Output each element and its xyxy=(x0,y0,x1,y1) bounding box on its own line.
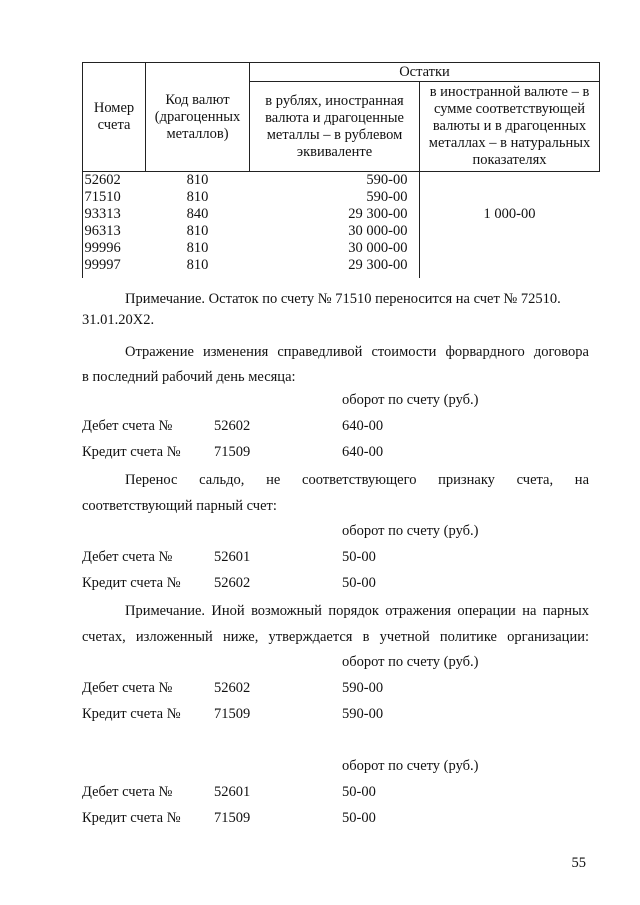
debit-entry-4 xyxy=(82,784,602,804)
debit-label: Дебет счета № xyxy=(82,680,173,696)
credit-account: 71509 xyxy=(214,810,251,826)
foreign-cell xyxy=(420,172,600,190)
credit-entry-1 xyxy=(82,444,602,464)
page-number: 55 xyxy=(571,855,586,871)
header-account: Номер счета xyxy=(83,63,146,172)
credit-account: 52602 xyxy=(214,575,251,591)
foreign-cell xyxy=(420,223,600,240)
credit-label: Кредит счета № xyxy=(82,706,181,722)
foreign-cell xyxy=(420,240,600,257)
balances-table xyxy=(82,62,600,274)
turnover-header-2 xyxy=(82,523,602,543)
credit-label: Кредит счета № xyxy=(82,444,181,460)
turnover-label: оборот по счету (руб.) xyxy=(342,758,479,774)
header-foreign-balance: в иностранной валюте – в сумме соответствующей валюты и в драгоценных металлах – в натуральных показателях xyxy=(420,82,600,172)
turnover-header-4 xyxy=(82,758,602,778)
code-cell: 810 xyxy=(186,223,209,239)
paragraph-fair-value: Отражение изменения справедливой стоимости форвардного договора xyxy=(125,344,589,360)
code-cell: 810 xyxy=(186,189,209,205)
paragraph-fair-value-cont: в последний рабочий день месяца: xyxy=(82,369,296,385)
debit-amount: 50-00 xyxy=(342,784,376,800)
entry-date: 31.01.20Х2. xyxy=(82,312,155,328)
credit-entry-4 xyxy=(82,810,602,830)
foreign-cell: 1 000-00 xyxy=(483,206,536,222)
turnover-label: оборот по счету (руб.) xyxy=(342,654,479,670)
credit-amount: 50-00 xyxy=(342,810,376,826)
turnover-label: оборот по счету (руб.) xyxy=(342,523,479,539)
paragraph-balance-transfer: Перенос сальдо, не соответствующего признаку счета, на xyxy=(125,472,589,488)
table-column-divider xyxy=(419,172,420,278)
debit-label: Дебет счета № xyxy=(82,784,173,800)
code-cell: 810 xyxy=(186,257,209,273)
turnover-header-1 xyxy=(82,392,602,412)
credit-entry-2 xyxy=(82,575,602,595)
account-cell: 99997 xyxy=(84,257,121,273)
account-cell: 52602 xyxy=(84,172,121,188)
foreign-cell xyxy=(420,257,600,274)
credit-entry-3 xyxy=(82,706,602,726)
foreign-cell xyxy=(420,189,600,206)
debit-account: 52601 xyxy=(214,549,251,565)
table-row xyxy=(83,257,600,274)
credit-amount: 50-00 xyxy=(342,575,376,591)
debit-amount: 590-00 xyxy=(342,680,384,696)
code-cell: 810 xyxy=(186,172,209,188)
debit-amount: 50-00 xyxy=(342,549,376,565)
debit-entry-2 xyxy=(82,549,602,569)
debit-account: 52602 xyxy=(214,680,251,696)
rub-cell: 590-00 xyxy=(366,189,408,205)
code-cell: 840 xyxy=(186,206,209,222)
turnover-label: оборот по счету (руб.) xyxy=(342,392,479,408)
debit-entry-3 xyxy=(82,680,602,700)
turnover-header-3 xyxy=(82,654,602,674)
header-balances: Остатки xyxy=(250,63,600,82)
account-cell: 71510 xyxy=(84,189,121,205)
credit-account: 71509 xyxy=(214,706,251,722)
table-row xyxy=(83,172,600,190)
table-left-border xyxy=(82,62,83,278)
account-cell: 96313 xyxy=(84,223,121,239)
header-currency-code: Код валют (драгоценных металлов) xyxy=(146,63,250,172)
rub-cell: 30 000-00 xyxy=(348,240,408,256)
debit-account: 52601 xyxy=(214,784,251,800)
rub-cell: 29 300-00 xyxy=(348,257,408,273)
credit-label: Кредит счета № xyxy=(82,810,181,826)
table-row xyxy=(83,223,600,240)
table-row xyxy=(83,240,600,257)
debit-account: 52602 xyxy=(214,418,251,434)
note-transfer: Примечание. Остаток по счету № 71510 переносится на счет № 72510. xyxy=(125,291,561,307)
rub-cell: 590-00 xyxy=(366,172,408,188)
credit-amount: 590-00 xyxy=(342,706,384,722)
credit-account: 71509 xyxy=(214,444,251,460)
debit-entry-1 xyxy=(82,418,602,438)
header-rub-balance: в рублях, иностранная валюта и драгоценные металлы – в рублевом эквиваленте xyxy=(250,82,420,172)
account-cell: 93313 xyxy=(84,206,121,222)
rub-cell: 30 000-00 xyxy=(348,223,408,239)
credit-amount: 640-00 xyxy=(342,444,384,460)
account-cell: 99996 xyxy=(84,240,121,256)
credit-label: Кредит счета № xyxy=(82,575,181,591)
debit-label: Дебет счета № xyxy=(82,418,173,434)
note-alternative: Примечание. Иной возможный порядок отражения операции на парных xyxy=(125,603,589,619)
table-row xyxy=(83,189,600,206)
note-alternative-cont: счетах, изложенный ниже, утверждается в учетной политике организации: xyxy=(82,629,589,645)
code-cell: 810 xyxy=(186,240,209,256)
debit-label: Дебет счета № xyxy=(82,549,173,565)
table-row xyxy=(83,206,600,223)
debit-amount: 640-00 xyxy=(342,418,384,434)
paragraph-balance-transfer-cont: соответствующий парный счет: xyxy=(82,498,277,514)
rub-cell: 29 300-00 xyxy=(348,206,408,222)
